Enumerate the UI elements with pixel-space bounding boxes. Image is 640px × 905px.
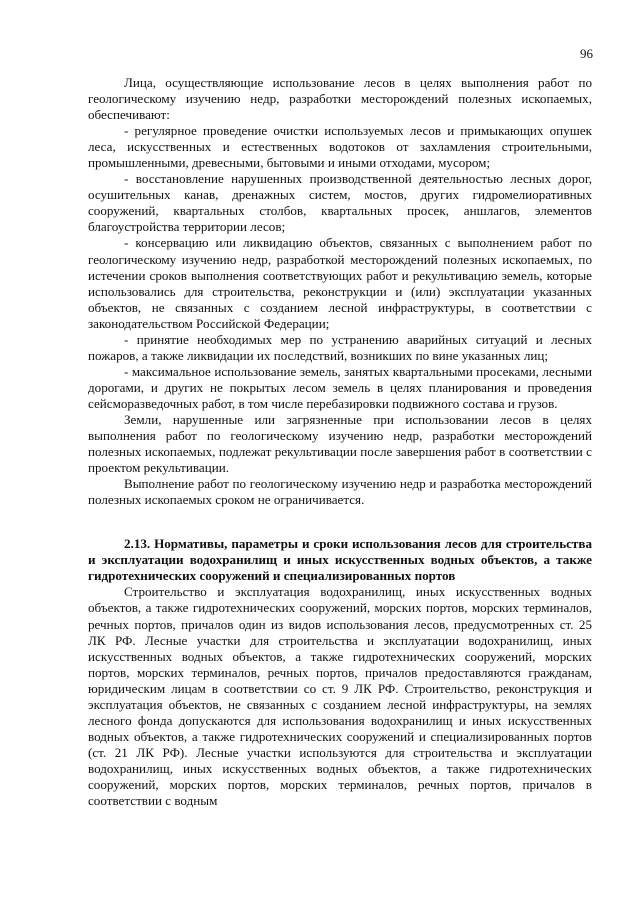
section-heading-2-13: 2.13. Нормативы, параметры и сроки использования лесов для строительства и эксплуатации водохранилищ и иных искусственных водных объектов, а также гидротехнических сооружений и специализированных портов	[88, 536, 592, 584]
intro-lead-paragraph: Лица, осуществляющие использование лесов в целях выполнения работ по геологическому изучению недр, разработки месторождений полезных ископаемых, обеспечивают:	[88, 75, 592, 123]
list-item-restoration: - восстановление нарушенных производственной деятельностью лесных дорог, осушительных канав, дренажных систем, мостов, других гидромелиоративных сооружений, квартальных столбов, квартальных просек, аншлагов, элементов благоустройства территории лесов;	[88, 171, 592, 235]
list-item-cleaning: - регулярное проведение очистки используемых лесов и примыкающих опушек леса, искусственных и естественных водотоков от захламления строительными, промышленными, древесными, бытовыми и иными отходами, мусором;	[88, 123, 592, 171]
duration-paragraph: Выполнение работ по геологическому изучению недр и разработка месторождений полезных ископаемых сроком не ограничивается.	[88, 476, 592, 508]
recultivation-paragraph: Земли, нарушенные или загрязненные при использовании лесов в целях выполнения работ по геологическому изучению недр, разработки месторождений полезных ископаемых, подлежат рекультивации после завершения работ в соответствии с проектом рекультивации.	[88, 411, 592, 476]
list-item-conservation: - консервацию или ликвидацию объектов, связанных с выполнением работ по геологическому изучению недр, разработкой месторождений полезных ископаемых, по истечении сроков выполнения соответствующих работ и рекультивацию земель, которые использовались для строительства, реконструкции и (или) эксплуатации указанных объектов, не связанных с созданием лесной инфраструктуры, в соответствии с законодательством Российской Федерации;	[88, 235, 592, 331]
section-2-13-body: Строительство и эксплуатация водохранилищ, иных искусственных водных объектов, а также гидротехнических сооружений, морских портов, морских терминалов, речных портов, причалов один из видов использования лесов, предусмотренных ст. 25 ЛК РФ. Лесные участки для строительства и эксплуатации водохранилищ, иных искусственных водных объектов, а также гидротехнических сооружений, морских портов, морских терминалов, речных портов, причалов предоставляются гражданам, юридическим лицам в соответствии со ст. 9 ЛК РФ. Строительство, реконструкция и эксплуатация объектов, не связанных с созданием лесной инфраструктуры, на землях лесного фонда допускаются для использования водохранилищ и иных искусственных водных объектов, а также гидротехнических сооружений и специализированных портов (ст. 21 ЛК РФ). Лесные участки используются для строительства и эксплуатации водохранилищ, иных искусственных водных объектов, а также гидротехнических сооружений, морских портов, морских терминалов, речных портов, причалов в соответствии с водным	[88, 584, 592, 809]
list-item-emergency-measures: - принятие необходимых мер по устранению аварийных ситуаций и лесных пожаров, а также ликвидации их последствий, возникших по вине указанных лиц;	[88, 331, 592, 363]
section-spacer	[88, 508, 592, 536]
list-item-land-usage: - максимальное использование земель, занятых квартальными просеками, лесными дорогами, и других не покрытых лесом земель в целях планирования и проведения сейсморазведочных работ, в том числе перебазировки подвижного состава и грузов.	[88, 363, 592, 411]
document-body	[88, 75, 592, 809]
page-number: 96	[580, 46, 593, 61]
